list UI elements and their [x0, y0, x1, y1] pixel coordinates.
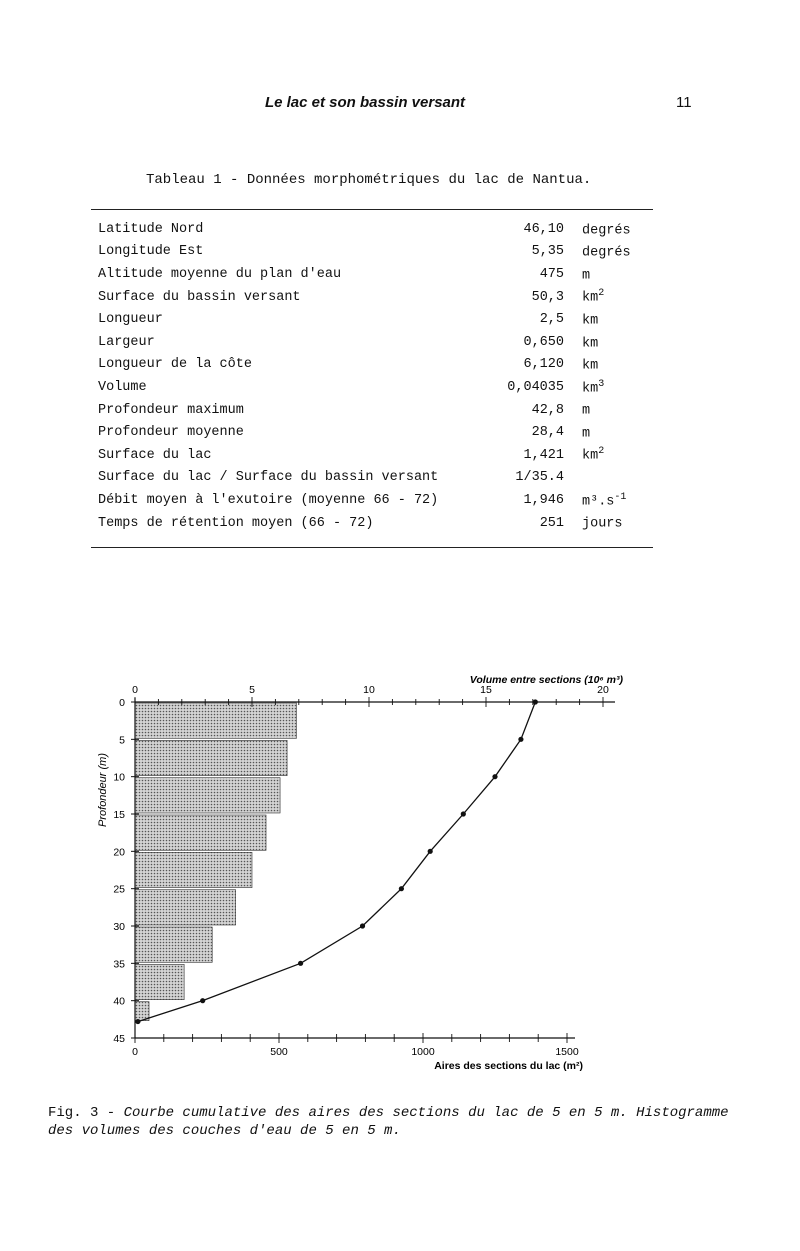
- row-label: Longueur de la côte: [98, 357, 252, 373]
- y-tick-label: 40: [113, 995, 125, 1008]
- morphometric-table: [98, 218, 662, 534]
- top-axis-tick-label: 0: [132, 684, 138, 696]
- row-unit: degrés: [582, 223, 631, 239]
- row-unit-cell: [582, 241, 662, 264]
- histogram-bar: [135, 927, 212, 962]
- curve-point: [360, 923, 365, 928]
- row-unit: km: [582, 358, 599, 374]
- row-label: Profondeur maximum: [98, 402, 244, 418]
- row-unit-cell: [582, 286, 662, 309]
- top-axis-tick-label: 5: [249, 684, 255, 696]
- row-label: Profondeur moyenne: [98, 425, 244, 441]
- y-tick-label: 10: [113, 771, 125, 784]
- row-label: Temps de rétention moyen (66 - 72): [98, 515, 374, 531]
- curve-point: [533, 699, 538, 704]
- histogram-bar: [135, 890, 236, 925]
- row-label: Débit moyen à l'exutoire (moyenne 66 - 72): [98, 492, 439, 508]
- row-unit-cell: [582, 263, 662, 286]
- row-unit: m³.s: [582, 494, 615, 510]
- row-value: 42,8: [531, 402, 564, 418]
- row-label: Latitude Nord: [98, 221, 204, 237]
- row-unit-exponent: -1: [614, 491, 627, 503]
- y-tick-label: 35: [113, 958, 125, 971]
- histogram-bar: [135, 740, 287, 775]
- curve-point: [492, 774, 497, 779]
- table-row: [98, 263, 662, 286]
- curve-point: [200, 998, 205, 1003]
- table-row: [98, 399, 662, 422]
- row-unit: m: [582, 403, 591, 419]
- row-unit-cell: [582, 489, 662, 512]
- curve-point: [135, 1019, 140, 1024]
- row-unit-cell: [582, 376, 662, 399]
- top-axis-tick-label: 10: [363, 684, 375, 696]
- row-label: Surface du bassin versant: [98, 289, 301, 305]
- table-row: [98, 376, 662, 399]
- y-tick-label: 20: [113, 846, 125, 859]
- figure-caption-prefix: Fig. 3 -: [48, 1105, 124, 1121]
- row-label: Altitude moyenne du plan d'eau: [98, 266, 342, 282]
- row-label: Surface du lac / Surface du bassin versant: [98, 470, 439, 486]
- row-value: 0,650: [523, 334, 564, 350]
- table-row: [98, 218, 662, 241]
- row-unit: m: [582, 268, 591, 284]
- curve-point: [518, 737, 523, 742]
- row-label: Surface du lac: [98, 447, 212, 463]
- row-unit-cell: [582, 512, 662, 535]
- row-unit-exponent: 2: [598, 288, 605, 300]
- row-unit: jours: [582, 516, 623, 532]
- row-unit: km: [582, 290, 599, 306]
- bottom-axis-tick-label: 1000: [411, 1046, 435, 1058]
- y-tick-label: 25: [113, 883, 125, 896]
- running-title: Le lac et son bassin versant: [264, 94, 466, 111]
- row-unit-cell: [582, 218, 662, 241]
- table-row: [98, 286, 662, 309]
- figure-caption-text: Courbe cumulative des aires des sections du lac de 5 en 5 m. Histogramme des volumes des couches d'eau de 5 en 5 m.: [48, 1105, 729, 1139]
- histogram-bar: [135, 778, 280, 813]
- y-tick-label: 5: [119, 734, 125, 747]
- table-top-rule: [91, 209, 653, 210]
- table-row: [98, 241, 662, 264]
- row-unit-cell: [582, 354, 662, 377]
- table-row: [98, 308, 662, 331]
- row-unit: m: [582, 426, 591, 442]
- bottom-axis-title: Aires des sections du lac (m²): [434, 1060, 583, 1072]
- row-label: Volume: [98, 379, 147, 395]
- row-unit-exponent: 2: [598, 446, 605, 458]
- row-unit-cell: [582, 444, 662, 467]
- histogram-bar: [135, 964, 184, 999]
- y-tick-label: 0: [119, 697, 125, 709]
- row-unit-cell: [582, 308, 662, 331]
- row-unit-cell: [582, 331, 662, 354]
- row-value: 251: [539, 515, 564, 531]
- figure-caption: [48, 1104, 748, 1140]
- y-tick-label: 15: [113, 809, 125, 821]
- y-tick-label: 30: [113, 921, 125, 933]
- curve-point: [298, 961, 303, 966]
- curve-point: [461, 811, 466, 816]
- row-unit-cell: [582, 399, 662, 422]
- row-value: 6,120: [523, 357, 564, 373]
- row-value: 1/35.4: [515, 470, 564, 486]
- row-label: Longitude Est: [98, 244, 204, 260]
- table-row: [98, 512, 662, 535]
- table-caption: Tableau 1 - Données morphométriques du lac de Nantua.: [146, 172, 592, 188]
- row-value: 5,35: [531, 244, 564, 260]
- top-axis-title: Volume entre sections (10⁶ m³): [469, 674, 623, 686]
- row-unit: km: [582, 336, 599, 352]
- row-value: 1,946: [523, 492, 564, 508]
- row-unit-cell: [582, 467, 662, 490]
- row-value: 0,04035: [507, 379, 564, 395]
- curve-point: [399, 886, 404, 891]
- row-unit-exponent: 3: [598, 378, 605, 390]
- row-unit: km: [582, 381, 599, 397]
- table-row: [98, 489, 662, 512]
- bottom-axis-tick-label: 0: [132, 1046, 138, 1058]
- y-tick-label: 45: [113, 1033, 125, 1045]
- histogram-bar: [135, 815, 266, 850]
- row-value: 2,5: [539, 312, 564, 328]
- bottom-axis-tick-label: 500: [270, 1046, 288, 1058]
- row-value: 50,3: [531, 289, 564, 305]
- depth-area-volume-chart: [90, 668, 650, 1088]
- table-row: [98, 354, 662, 377]
- table-bottom-rule: [91, 547, 653, 548]
- histogram-bar: [135, 1002, 149, 1021]
- row-unit: km: [582, 313, 599, 329]
- row-label: Largeur: [98, 334, 155, 350]
- table-row: [98, 444, 662, 467]
- row-value: 1,421: [523, 447, 564, 463]
- table-row: [98, 331, 662, 354]
- histogram-bar: [135, 852, 252, 887]
- top-axis-tick-label: 20: [597, 684, 609, 696]
- bottom-axis-tick-label: 1500: [555, 1046, 579, 1058]
- top-axis-tick-label: 15: [480, 684, 492, 696]
- row-unit: degrés: [582, 245, 631, 261]
- table-row: [98, 421, 662, 444]
- y-axis-title: Profondeur (m): [97, 753, 109, 827]
- row-label: Longueur: [98, 312, 163, 328]
- row-value: 28,4: [531, 425, 564, 441]
- row-value: 475: [539, 266, 564, 282]
- row-value: 46,10: [523, 221, 564, 237]
- row-unit-cell: [582, 421, 662, 444]
- table-row: [98, 467, 662, 490]
- histogram-bar: [135, 703, 296, 738]
- curve-point: [428, 849, 433, 854]
- page-number: 11: [676, 94, 692, 111]
- row-unit: km: [582, 448, 599, 464]
